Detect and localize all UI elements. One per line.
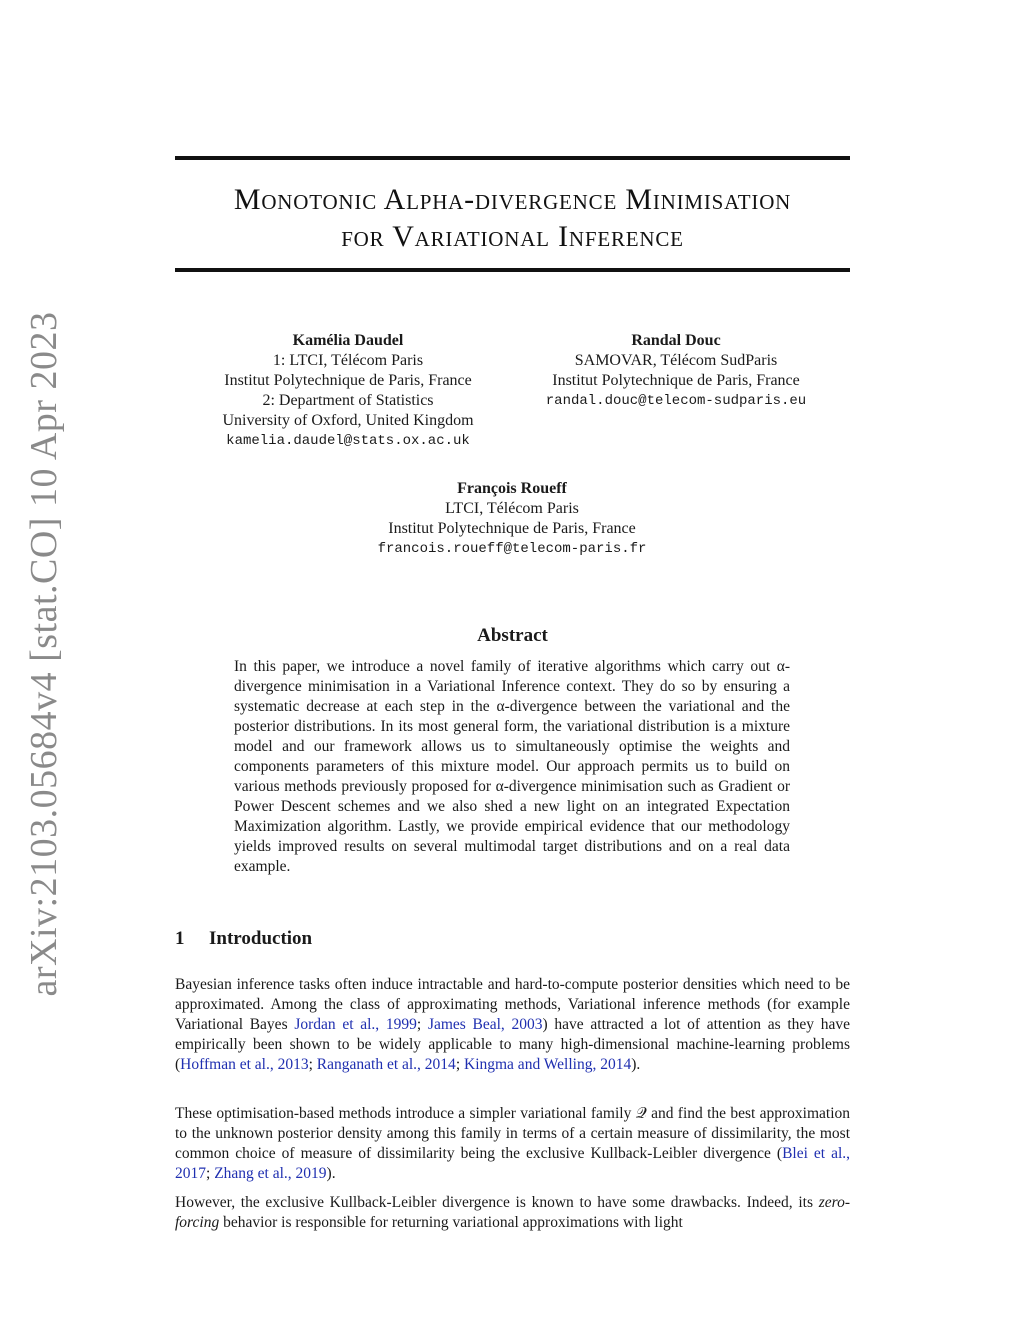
title-bottom-rule: [175, 268, 850, 272]
citation-link[interactable]: Blei et al., 2017: [175, 1145, 850, 1182]
author-name: François Roueff: [457, 480, 567, 497]
author-affiliation: 2: Department of Statistics: [262, 392, 434, 409]
intro-paragraph-1: [175, 975, 850, 1075]
text-run: ) have attracted a lot of attention as they have empirically been shown to be widely applicable to many high-dimensional machine-learning problems (: [175, 1016, 850, 1073]
author-email[interactable]: randal.douc@telecom-sudparis.eu: [545, 393, 807, 409]
arxiv-stamp: arXiv:2103.05684v4 [stat.CO] 10 Apr 2023: [23, 311, 65, 997]
author-block-3: [312, 479, 712, 559]
text-run: ;: [416, 1016, 428, 1033]
intro-paragraph-2: [175, 1104, 850, 1184]
author-name: Kamélia Daudel: [292, 332, 404, 349]
author-affiliation: University of Oxford, United Kingdom: [222, 412, 474, 429]
text-run: ).: [631, 1056, 641, 1073]
text-run: Bayesian inference tasks often induce intractable and hard-to-compute posterior densities which need to be approximated. Among the class of approximating methods, Variational inference methods (for example Variational Bayes: [175, 976, 850, 1033]
emphasis-text: zero-forcing: [175, 1194, 850, 1231]
text-run: ;: [308, 1056, 317, 1073]
text-run: ;: [455, 1056, 464, 1073]
citation-link[interactable]: Jordan et al., 1999: [294, 1016, 417, 1033]
abstract-heading: Abstract: [477, 625, 548, 646]
section-heading: [175, 928, 312, 950]
text-run: ;: [206, 1165, 215, 1182]
author-affiliation: 1: LTCI, Télécom Paris: [272, 352, 424, 369]
text-run: However, the exclusive Kullback-Leibler divergence is known to have some drawbacks. Indeed, its: [175, 1194, 819, 1211]
author-affiliation: Institut Polytechnique de Paris, France: [224, 372, 472, 389]
author-block-2: [516, 331, 836, 411]
paper-title-line-1: Monotonic Alpha-divergence Minimisation: [233, 183, 792, 216]
citation-link[interactable]: Kingma and Welling, 2014: [464, 1056, 632, 1073]
citation-link[interactable]: Hoffman et al., 2013: [180, 1056, 309, 1073]
author-email[interactable]: kamelia.daudel@stats.ox.ac.uk: [226, 433, 470, 449]
section-number: 1: [175, 928, 185, 949]
intro-paragraph-3: [175, 1193, 850, 1233]
author-affiliation: LTCI, Télécom Paris: [445, 500, 579, 517]
paper-title-line-2: for Variational Inference: [341, 220, 684, 253]
author-affiliation: Institut Polytechnique de Paris, France: [388, 520, 636, 537]
abstract-text: In this paper, we introduce a novel family of iterative algorithms which carry out α-divergence minimisation in a Variational Inference context. They do so by ensuring a systematic decrease at each step in the α-divergence between the variational and the posterior distributions. In its most general form, the variational distribution is a mixture model and our framework allows us to simultaneously optimise the weights and components parameters of this mixture model. Our approach permits us to build on various methods previously proposed for α-divergence minimisation such as Gradient or Power Descent schemes and we also shed a new light on an integrated Expectation Maximization algorithm. Lastly, we provide empirical evidence that our methodology yields improved results on several multimodal target distributions and on a real data example.: [234, 658, 790, 875]
text-run: These optimisation-based methods introduce a simpler variational family 𝒬 and find the best approximation to the unknown posterior density among this family in terms of a certain measure of dissimilarity, the most common choice of measure of dissimilarity being the exclusive Kullback-Leibler divergence (: [175, 1105, 850, 1162]
citation-link[interactable]: James Beal, 2003: [427, 1016, 543, 1033]
author-email[interactable]: francois.roueff@telecom-paris.fr: [377, 541, 647, 557]
title-top-rule: [175, 156, 850, 160]
section-title: Introduction: [209, 928, 313, 949]
author-block-1: [188, 331, 508, 451]
author-name: Randal Douc: [631, 332, 721, 349]
citation-link[interactable]: Zhang et al., 2019: [214, 1165, 327, 1182]
author-affiliation: SAMOVAR, Télécom SudParis: [574, 352, 778, 369]
text-run: ).: [326, 1165, 336, 1182]
citation-link[interactable]: Ranganath et al., 2014: [316, 1056, 456, 1073]
author-affiliation: Institut Polytechnique de Paris, France: [552, 372, 800, 389]
text-run: behavior is responsible for returning variational approximations with light: [219, 1214, 683, 1231]
